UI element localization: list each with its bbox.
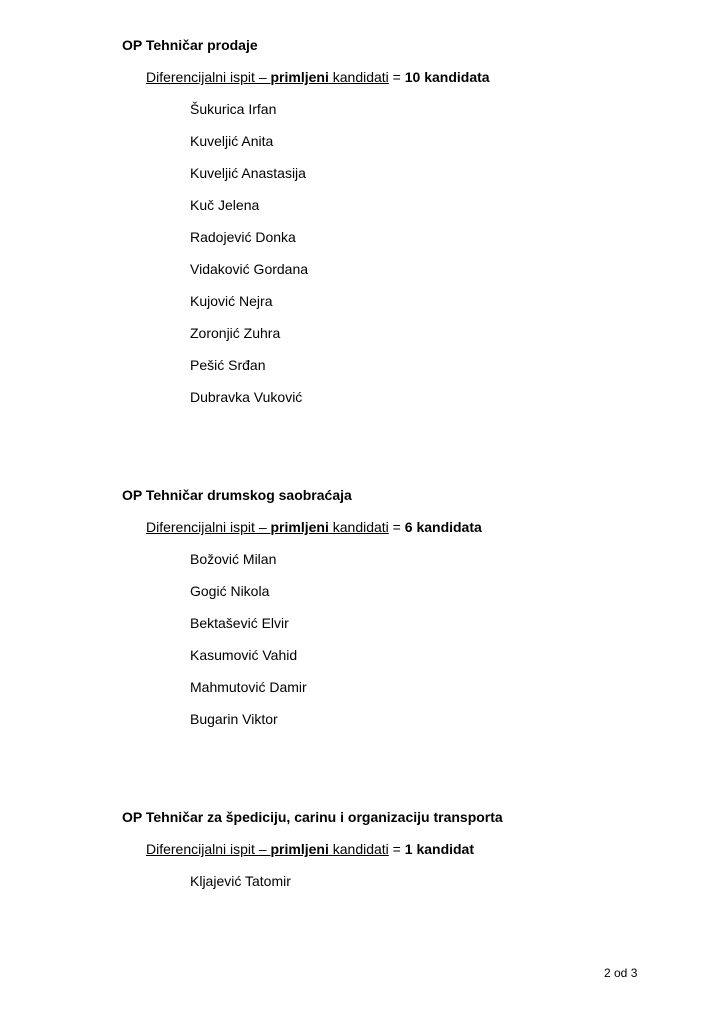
candidate-name: Zoronjić Zuhra bbox=[190, 325, 281, 341]
candidate-name: Bugarin Viktor bbox=[190, 711, 278, 727]
candidate-name: Kujović Nejra bbox=[190, 293, 273, 309]
accepted-label: primljeni bbox=[270, 519, 329, 535]
accepted-label: primljeni bbox=[270, 69, 329, 85]
section-title: OP Tehničar prodaje bbox=[122, 37, 258, 53]
exam-label: Diferencijalni ispit – bbox=[146, 841, 271, 857]
section-title: OP Tehničar drumskog saobraćaja bbox=[122, 487, 352, 503]
equals-sign: = bbox=[388, 69, 405, 85]
candidate-list bbox=[190, 100, 308, 420]
candidates-word: kandidati bbox=[328, 841, 389, 857]
candidate-name: Kuveljić Anastasija bbox=[190, 165, 306, 181]
exam-summary-line bbox=[146, 518, 482, 536]
candidate-count: 10 kandidata bbox=[404, 69, 490, 85]
section-title: OP Tehničar za špediciju, carinu i organizaciju transporta bbox=[122, 809, 503, 825]
candidate-list bbox=[190, 872, 291, 904]
accepted-label: primljeni bbox=[270, 841, 329, 857]
candidate-name: Kuč Jelena bbox=[190, 197, 260, 213]
candidate-name: Vidaković Gordana bbox=[190, 261, 309, 277]
exam-label: Diferencijalni ispit – bbox=[146, 519, 271, 535]
equals-sign: = bbox=[388, 841, 405, 857]
candidate-name: Kuveljić Anita bbox=[190, 133, 274, 149]
exam-label: Diferencijalni ispit – bbox=[146, 69, 271, 85]
candidate-name: Dubravka Vuković bbox=[190, 389, 303, 405]
candidates-word: kandidati bbox=[328, 69, 389, 85]
candidate-name: Mahmutović Damir bbox=[190, 679, 307, 695]
candidate-name: Kljajević Tatomir bbox=[190, 873, 291, 889]
candidate-name: Božović Milan bbox=[190, 551, 277, 567]
candidate-list bbox=[190, 550, 307, 742]
candidates-word: kandidati bbox=[328, 519, 389, 535]
exam-summary-line bbox=[146, 68, 490, 86]
page-number: 2 od 3 bbox=[604, 966, 638, 980]
candidate-count: 6 kandidata bbox=[404, 519, 482, 535]
candidate-name: Bektašević Elvir bbox=[190, 615, 289, 631]
candidate-name: Radojević Donka bbox=[190, 229, 296, 245]
equals-sign: = bbox=[388, 519, 405, 535]
exam-summary-line bbox=[146, 840, 474, 858]
candidate-name: Pešić Srđan bbox=[190, 357, 266, 373]
candidate-name: Gogić Nikola bbox=[190, 583, 270, 599]
candidate-name: Šukurica Irfan bbox=[190, 101, 277, 117]
candidate-name: Kasumović Vahid bbox=[190, 647, 298, 663]
candidate-count: 1 kandidat bbox=[404, 841, 475, 857]
